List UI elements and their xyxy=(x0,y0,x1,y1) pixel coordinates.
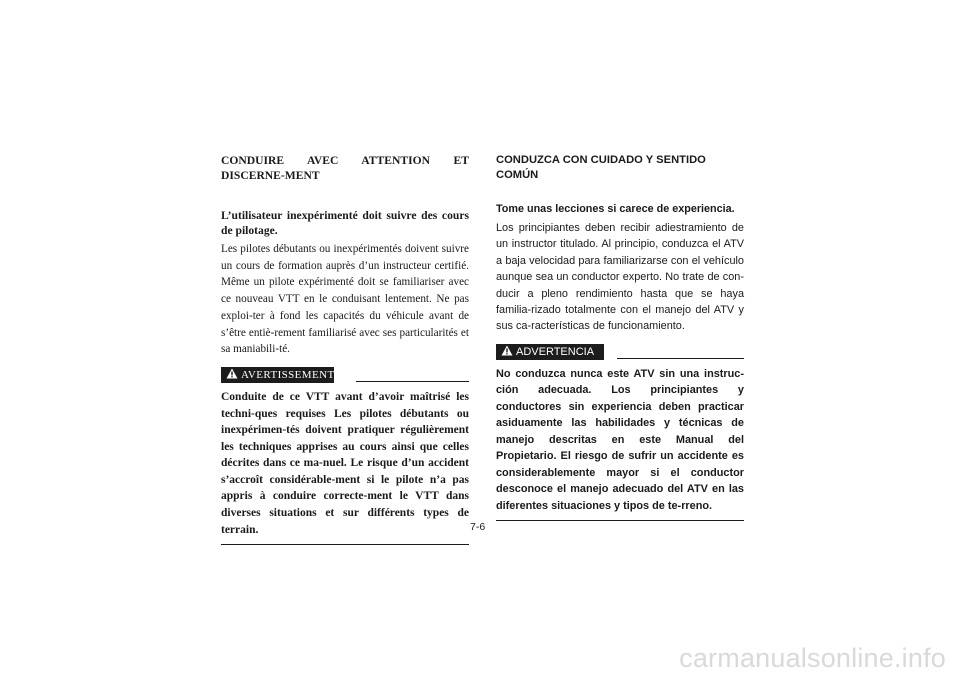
warning-end-rule-es xyxy=(496,520,744,521)
warning-label-fr: AVERTISSEMENT xyxy=(241,368,335,381)
subheading-es: Tome unas lecciones si carece de experiencia. xyxy=(496,203,735,215)
warning-text-es: No conduzca nunca este ATV sin una instruc-ción adecuada. Los principiantes y conductores sin experiencia deben practicar asiduamente las habilidades y técnicas de manejo descritas en este Manual del Propietario. El riesgo de sufrir un accidente es considerablemente mayor si el conductor desconoce el manejo adecuado del ATV en las diferentes situaciones y tipos de te-rreno. xyxy=(496,367,744,512)
warning-end-rule-fr xyxy=(221,544,469,545)
warning-label-es: ADVERTENCIA xyxy=(516,345,595,358)
warning-rule-fr xyxy=(356,381,469,382)
warning-badge-fr xyxy=(221,367,334,383)
page-number: 7-6 xyxy=(470,521,486,533)
warning-badge-es xyxy=(496,344,604,360)
spanish-column xyxy=(496,153,744,521)
section-heading-es: CONDUZCA CON CUIDADO Y SENTIDO COMÚN xyxy=(496,154,706,181)
warning-text-fr: Conduite de ce VTT avant d’avoir maîtrisé les techni-ques requises Les pilotes débutants ou inexpérimen-tés doivent pratiquer régulièrement les techniques apprises au cours ainsi que celles décrites dans ce ma-nuel. Le risque d’un accident s’accroît considérable-ment si le pilote n’a pas appris à conduire correcte-ment le VTT dans diverses situations et sur différents types de terrain. xyxy=(221,390,469,536)
watermark: carmanualsonline.info xyxy=(679,643,946,673)
body-text-es: Los principiantes deben recibir adiestramiento de un instructor titulado. Al principio, conduzca el ATV a baja velocidad para familiarizarse con el vehículo aunque sea un conductor experto. No trate de con-ducir a pleno rendimiento hasta que se haya familia-rizado totalmente con el manejo del ATV y sus ca-racterísticas de funcionamiento. xyxy=(496,222,744,333)
section-heading-fr: CONDUIRE AVEC ATTENTION ET DISCERNE-MENT xyxy=(221,154,469,182)
subheading-fr: L’utilisateur inexpérimenté doit suivre des cours de pilotage. xyxy=(221,209,469,237)
french-column xyxy=(221,153,469,545)
body-text-fr: Les pilotes débutants ou inexpérimentés doivent suivre un cours de formation auprès d’un instructeur certifié. Même un pilote expérimenté doit se familiariser avec ce nouveau VTT en le conduisant lentement. Ne pas exploi-ter à fond les capacités du véhicule avant de s’être entiè-rement familiarisé avec ses particularités et sa maniabili-té. xyxy=(221,243,469,356)
warning-header-es xyxy=(496,343,744,360)
warning-rule-es xyxy=(617,358,744,359)
warning-header-fr xyxy=(221,366,469,383)
